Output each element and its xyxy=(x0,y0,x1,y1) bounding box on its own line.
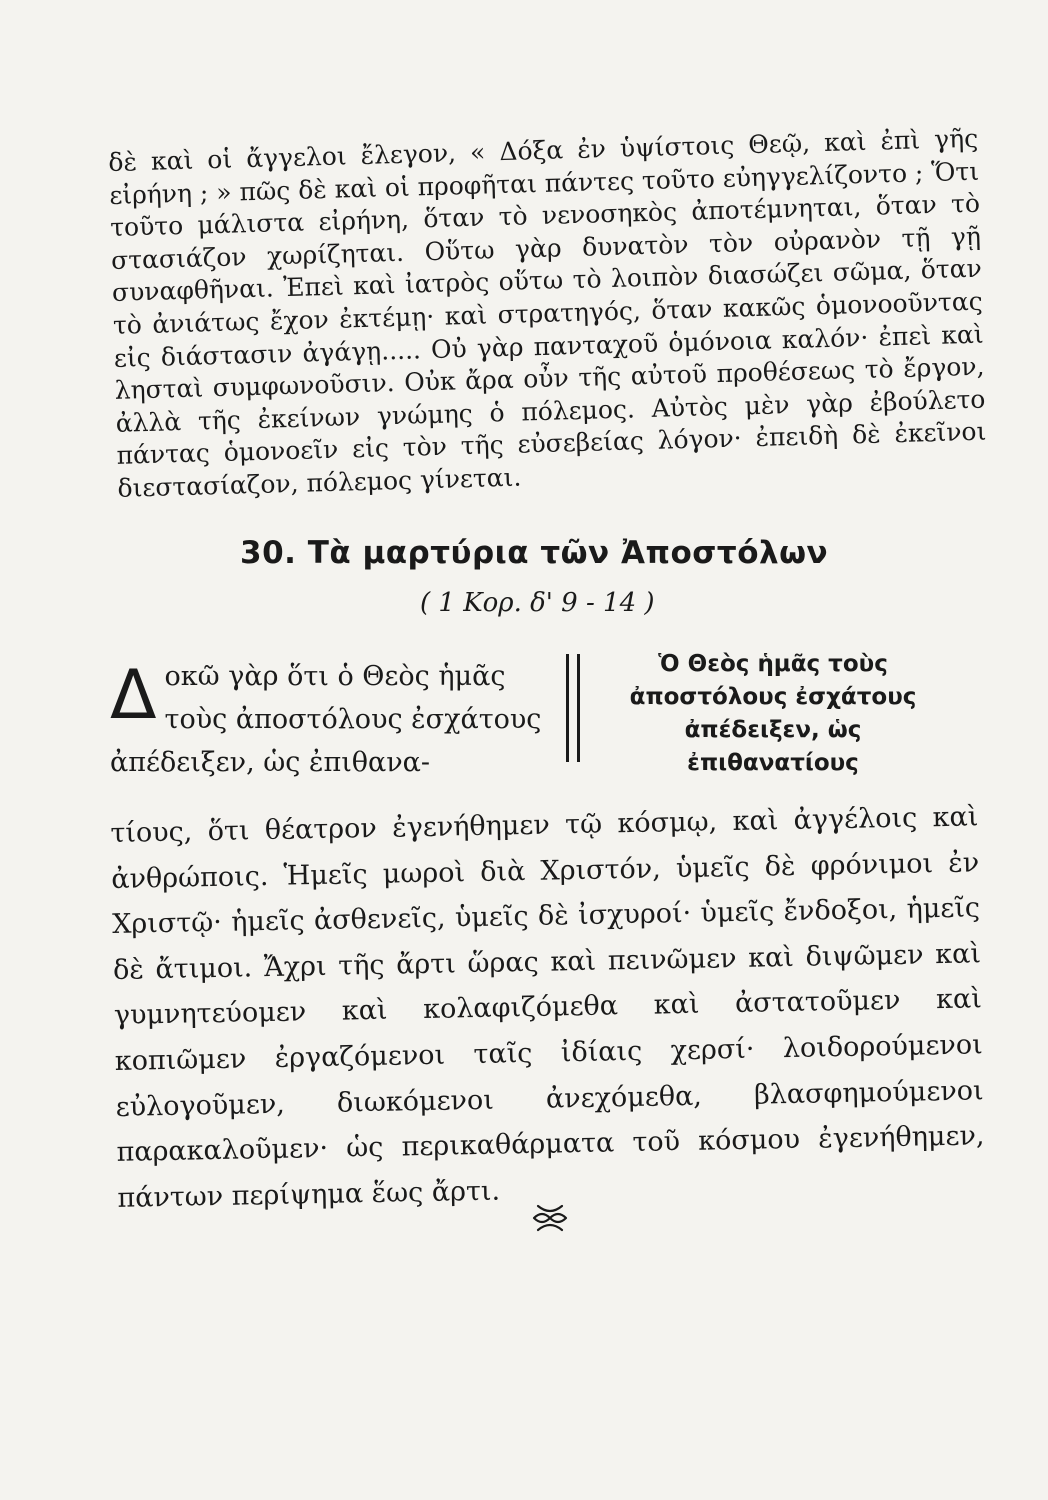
scripture-reference: ( 1 Κορ. δ' 9 - 14 ) xyxy=(420,588,655,618)
passage-intro xyxy=(110,655,555,784)
intro-text: οκῶ γὰρ ὅτι ὁ Θεὸς ἡμᾶς τοὺς ἀποστόλους ἐσχάτους ἀπέδειξεν, ὡς ἐπιθανα- xyxy=(110,661,542,778)
passage-top: δὲ καὶ οἱ ἄγγελοι ἔλεγον, « Δόξα ἐν ὑψίστοις Θεῷ, καὶ ἐπὶ γῆς εἰρήνη ; » πῶς δὲ καὶ οἱ προφῆται πάντες τοῦτο εὐηγγελίζοντο ; Ὅτι τοῦτο μάλιστα εἰρήνη, ὅταν τὸ νενοσηκὸς ἀποτέμνηται, ὅταν τὸ στασιάζον χωρίζηται. Οὕτω γὰρ δυνατὸν τὸν οὐρανὸν τῇ γῇ συναφθῆναι. Ἐπεὶ καὶ ἰατρὸς οὕτω τὸ λοιπὸν διασώζει σῶμα, ὅταν τὸ ἀνιάτως ἔχον ἐκτέμῃ· καὶ στρατηγός, ὅταν κακῶς ὁμονοοῦντας εἰς διάστασιν ἀγάγῃ..... Οὐ γὰρ πανταχοῦ ὁμόνοια καλόν· ἐπεὶ καὶ λησταὶ συμφωνοῦσιν. Οὐκ ἄρα οὖν τῆς αὐτοῦ προθέσεως τὸ ἔργον, ἀλλὰ τῆς ἐκείνων γνώμης ὁ πόλεμος. Αὐτὸς μὲν γὰρ ἐβούλετο πάντας ὁμονοεῖν εἰς τὸν τῆς εὐσεβείας λόγον· ἐπειδὴ δὲ ἐκεῖνοι διεστασίαζον, πόλεμος γίνεται. xyxy=(108,123,987,503)
fleuron-icon xyxy=(530,1200,570,1236)
passage-main: τίους, ὅτι θέατρον ἐγενήθημεν τῷ κόσμῳ, καὶ ἀγγέλοις καὶ ἀνθρώποις. Ἡμεῖς μωροὶ διὰ Χριστόν, ὑμεῖς δὲ φρόνιμοι ἐν Χριστῷ· ἡμεῖς ἀσθενεῖς, ὑμεῖς δὲ ἰσχυροί· ὑμεῖς ἔνδοξοι, ἡμεῖς δὲ ἄτιμοι. Ἄχρι τῆς ἄρτι ὥρας καὶ πεινῶμεν καὶ διψῶμεν καὶ γυμνητεύομεν καὶ κολαφιζόμεθα καὶ ἀστατοῦμεν καὶ κοπιῶμεν ἐργαζόμενοι ταῖς ἰδίαις χερσί· λοιδορούμενοι εὐλογοῦμεν, διωκόμενοι ἀνεχόμεθα, βλασφημούμενοι παρακαλοῦμεν· ὡς περικαθάρματα τοῦ κόσμου ἐγενήθημεν, πάντων περίψημα ἕως ἄρτι. xyxy=(110,801,985,1214)
drop-cap: Δ xyxy=(110,656,157,735)
divider-rule xyxy=(566,654,580,762)
side-note: Ὁ Θεὸς ἡμᾶς τοὺς ἀποστόλους ἐσχάτους ἀπέδειξεν, ὡς ἐπιθανατίους xyxy=(629,651,917,776)
section-heading: 30. Τὰ μαρτύρια τῶν Ἀποστόλων xyxy=(240,535,829,571)
